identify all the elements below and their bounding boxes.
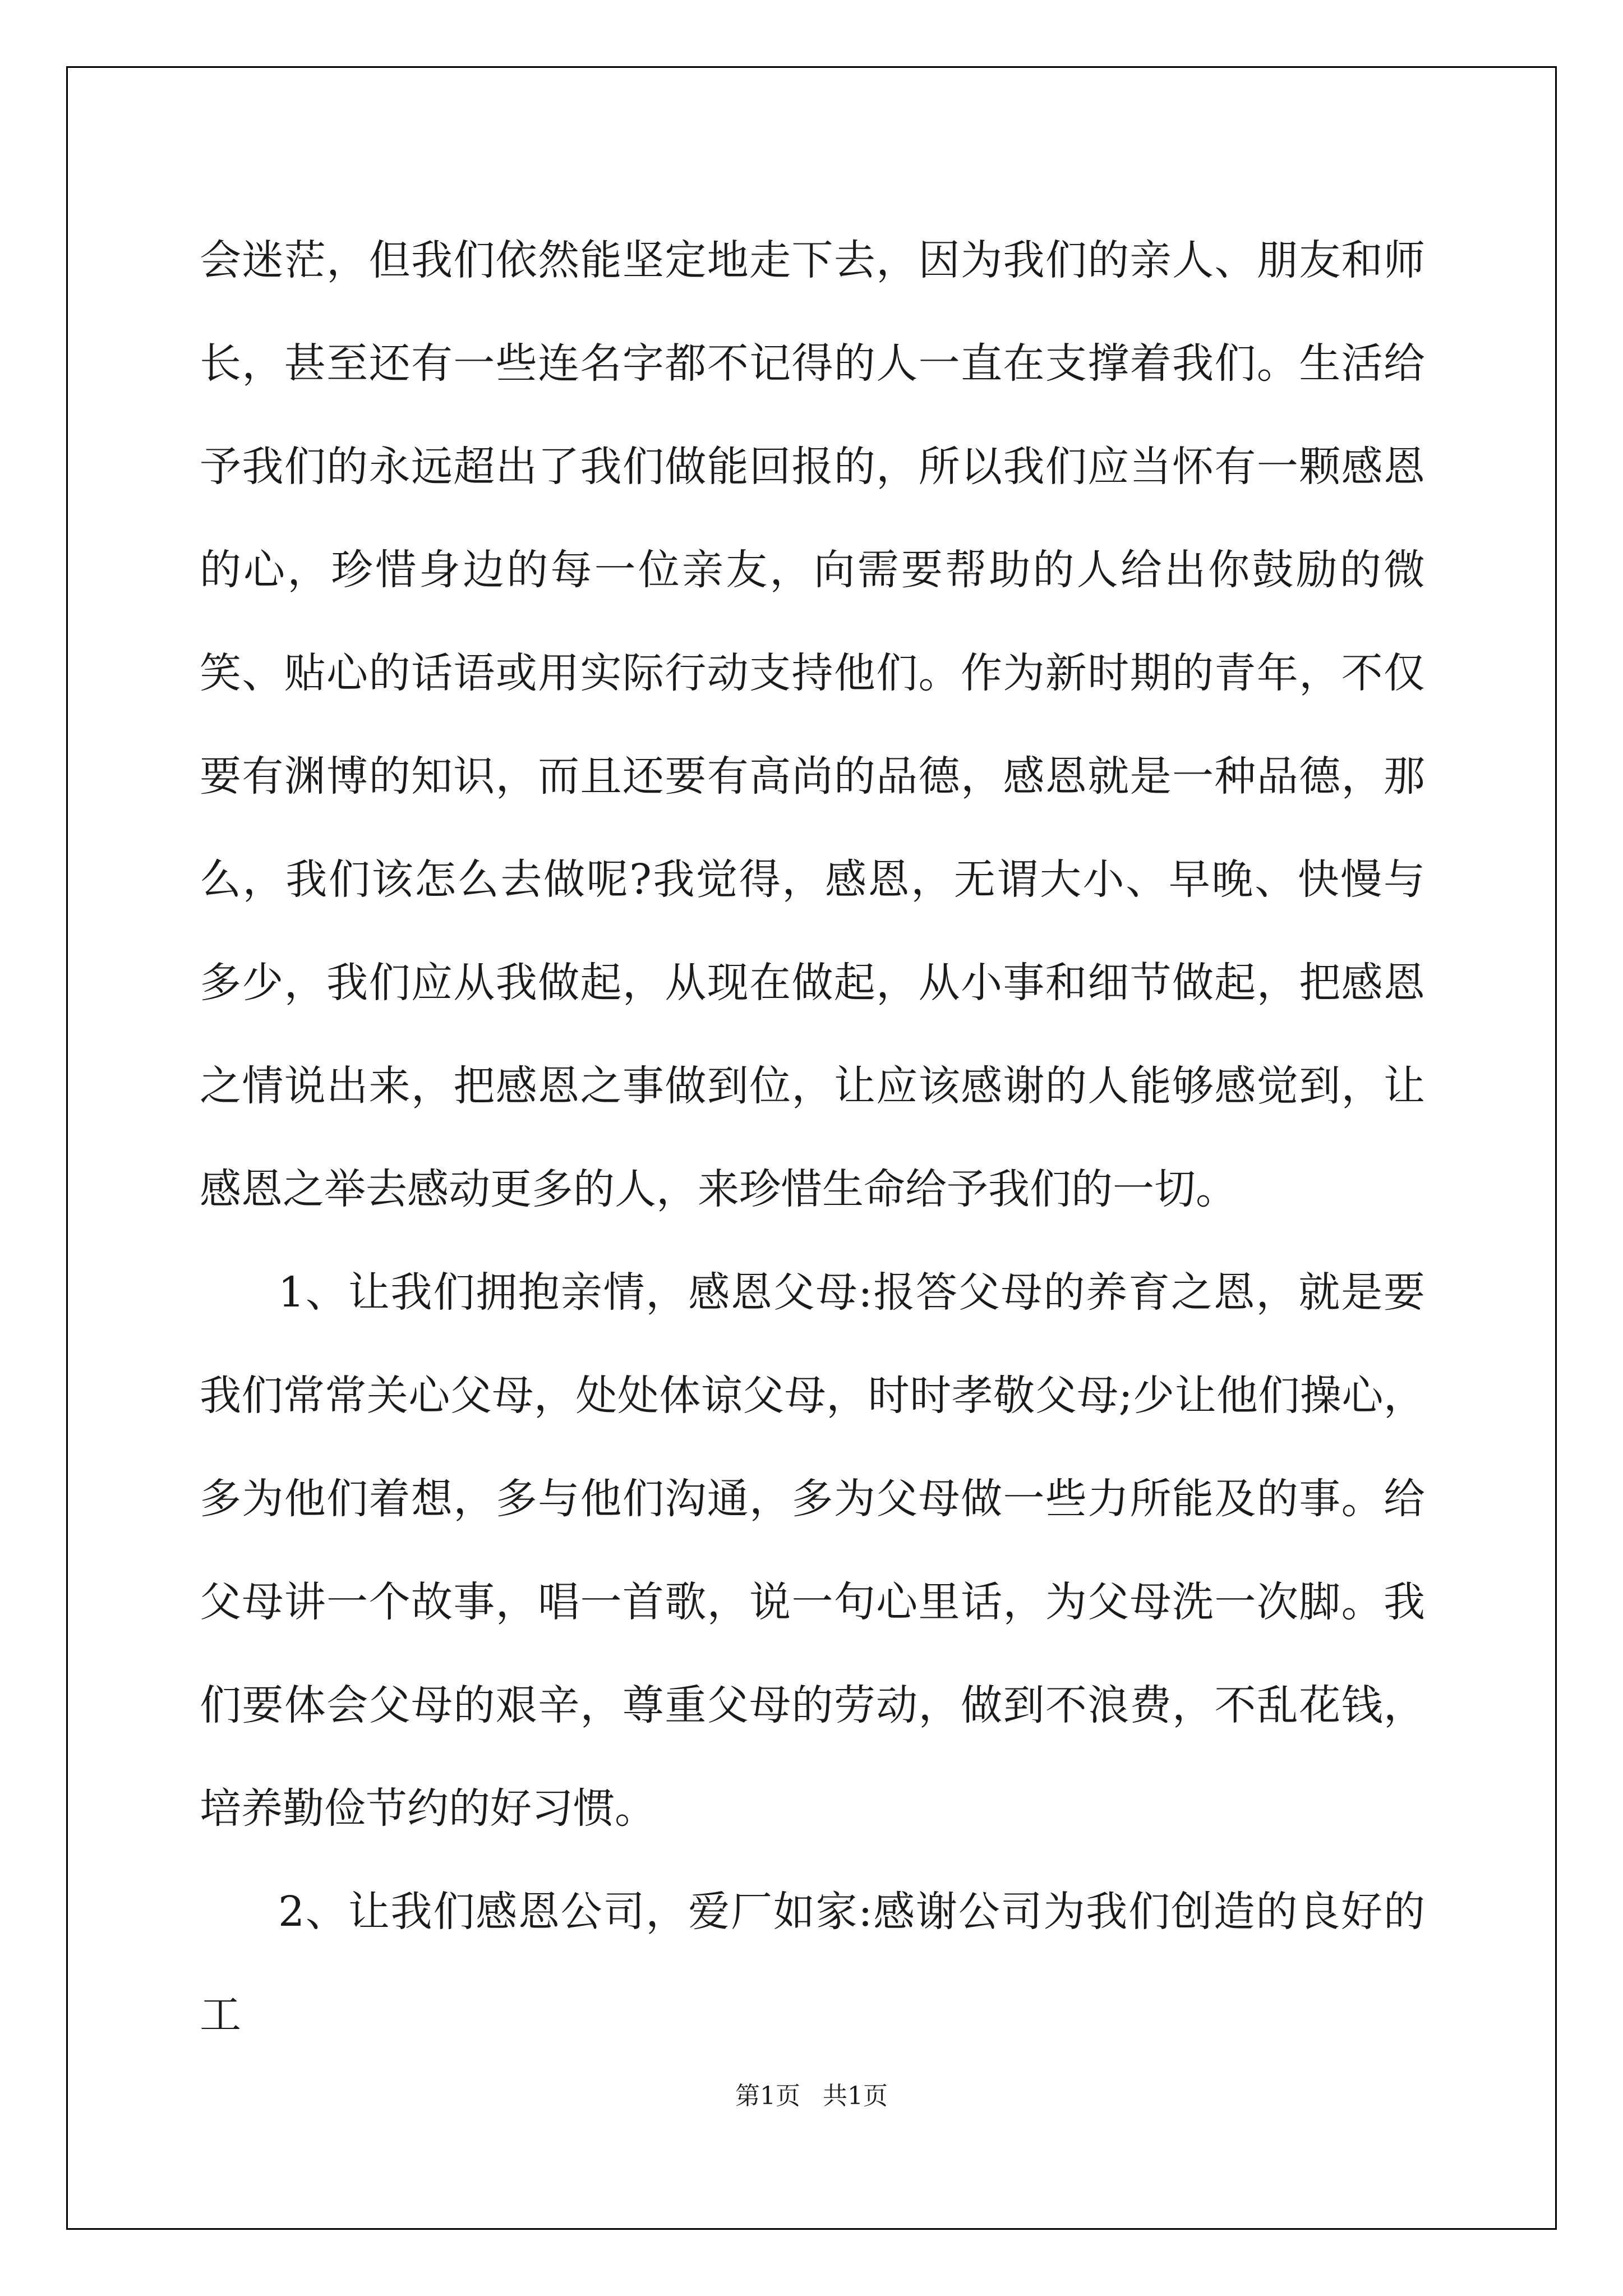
page-total: 共1页 (823, 2082, 888, 2110)
paragraph-1: 会迷茫，但我们依然能坚定地走下去，因为我们的亲人、朋友和师长，甚至还有一些连名字都不记得的人一直在支撑着我们。生活给予我们的永远超出了我们做能回报的，所以我们应当怀有一颗感恩的心，珍惜身边的每一位亲友，向需要帮助的人给出你鼓励的微笑、贴心的话语或用实际行动支持他们。作为新时期的青年，不仅要有渊博的知识，而且还要有高尚的品德，感恩就是一种品德，那么，我们该怎么去做呢?我觉得，感恩，无谓大小、早晚、快慢与多少，我们应从我做起，从现在做起，从小事和细节做起，把感恩之情说出来，把感恩之事做到位，让应该感谢的人能够感觉到，让感恩之举去感动更多的人，来珍惜生命给予我们的一切。 (200, 236, 1425, 1213)
paragraph-3: 2、让我们感恩公司，爱厂如家:感谢公司为我们创造的良好的工 (200, 1888, 1425, 2039)
paragraph-2: 1、让我们拥抱亲情，感恩父母:报答父母的养育之恩，就是要我们常常关心父母，处处体谅父母，时时孝敬父母;少让他们操心，多为他们着想，多与他们沟通，多为父母做一些力所能及的事。给父母讲一个故事，唱一首歌，说一句心里话，为父母洗一次脚。我们要体会父母的艰辛，尊重父母的劳动，做到不浪费，不乱花钱，培养勤俭节约的好习惯。 (200, 1268, 1425, 1833)
page-footer (0, 2076, 1623, 2111)
page-number: 第1页 (735, 2082, 800, 2110)
document-body (200, 209, 1425, 2067)
